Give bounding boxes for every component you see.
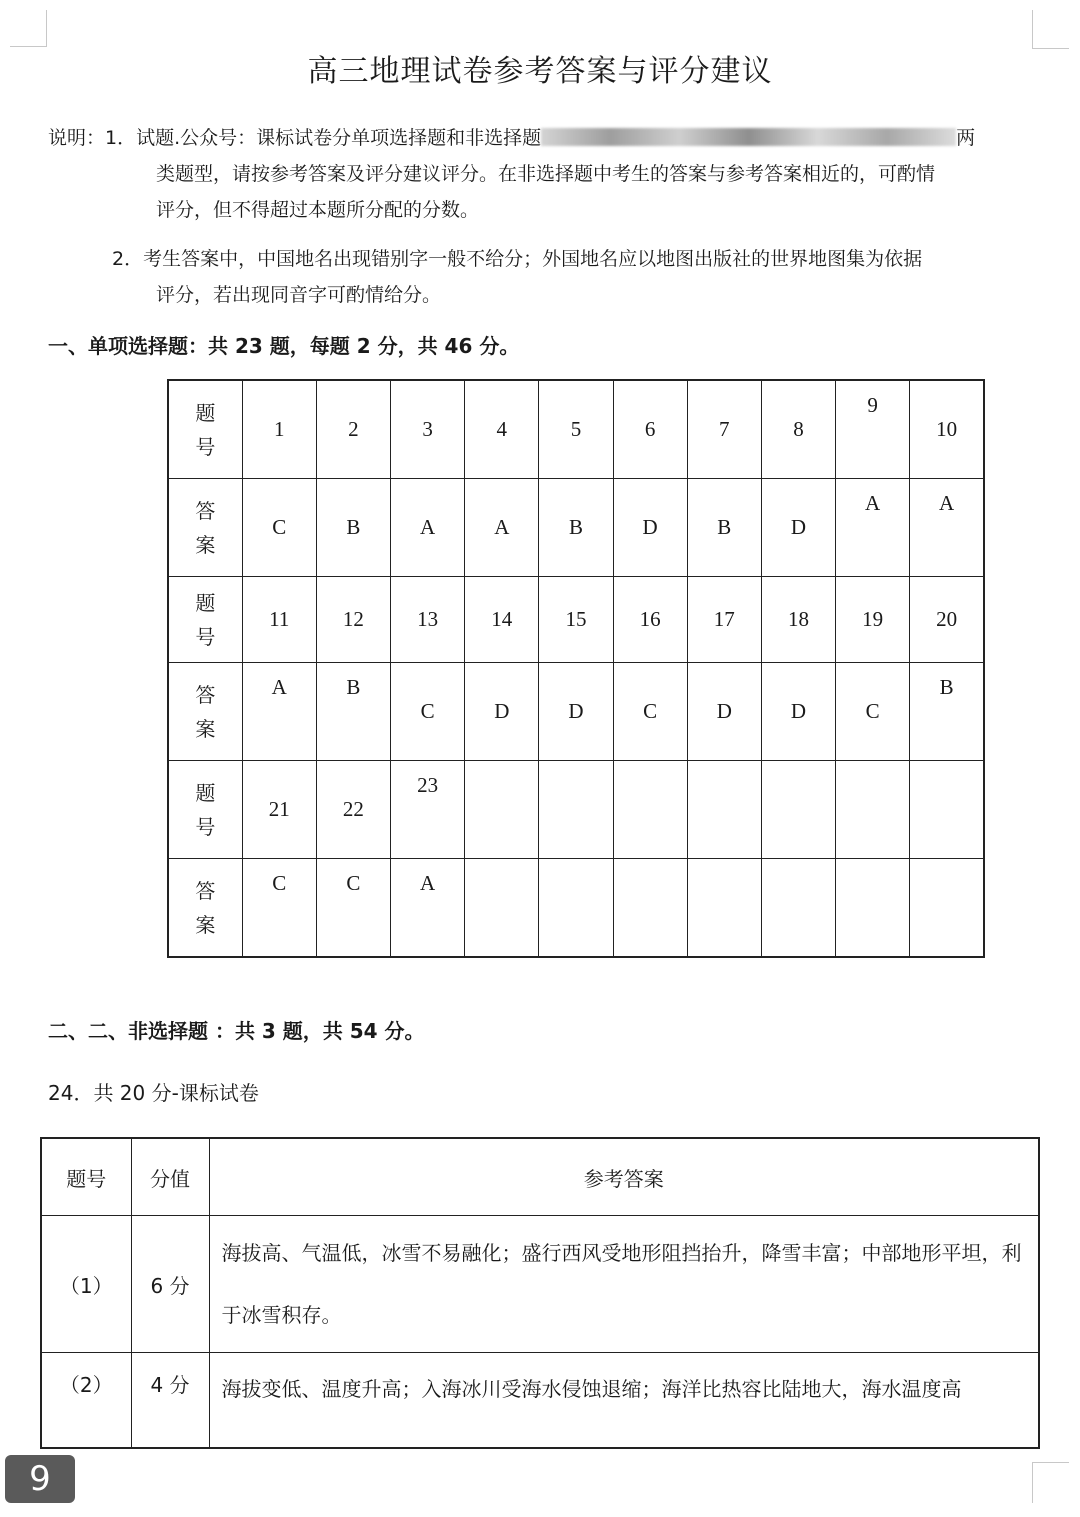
row-answer: 海拔高、气温低，冰雪不易融化；盛行西风受地形阻挡抬升，降雪丰富；中部地形平坦，利于冰雪积存。	[209, 1216, 1039, 1353]
instruction-1-text: 说明：1．试题.公众号：课标试卷分单项选择题和非选择题	[48, 127, 542, 149]
question-number-cell: 20	[910, 577, 984, 663]
answer-label	[168, 479, 242, 577]
crop-mark-top-right	[1032, 10, 1069, 49]
question-number-cell: 5	[539, 380, 613, 479]
label-glyph: 号	[195, 624, 216, 649]
answer-cell: D	[539, 663, 613, 761]
question-number-cell: 15	[539, 577, 613, 663]
answer-cell: B	[539, 479, 613, 577]
label-char	[169, 678, 242, 746]
question-number-cell: 22	[316, 761, 390, 859]
free-response-answer-table	[40, 1137, 1040, 1449]
answer-cell: A	[242, 663, 316, 761]
label-glyph: 答	[195, 878, 216, 903]
label-char	[169, 776, 242, 844]
answer-cell: C	[242, 479, 316, 577]
answer-row	[168, 663, 984, 761]
instruction-1-line-3: 评分，但不得超过本题所分配的分数。	[156, 199, 480, 221]
answer-cell: B	[316, 479, 390, 577]
label-glyph: 案	[195, 912, 216, 937]
label-glyph: 题	[195, 590, 216, 615]
question-number-label	[168, 761, 242, 859]
answer-cell: C	[316, 859, 390, 958]
row-number: （2）	[41, 1353, 131, 1449]
answer-label	[168, 859, 242, 958]
question-number-cell: 19	[836, 577, 910, 663]
answer-cell	[687, 859, 761, 958]
question-number-cell: 2	[316, 380, 390, 479]
question-number-cell: 14	[465, 577, 539, 663]
label-glyph: 答	[195, 682, 216, 707]
answer-cell: D	[761, 479, 835, 577]
label-char	[169, 396, 242, 464]
answer-cell: C	[242, 859, 316, 958]
header-score: 分值	[131, 1138, 209, 1216]
row-score: 6 分	[131, 1216, 209, 1353]
answer-row	[168, 479, 984, 577]
instruction-2	[112, 241, 1042, 313]
answer-cell: B	[910, 663, 984, 761]
label-glyph: 案	[195, 716, 216, 741]
crop-mark-top-left	[10, 10, 47, 47]
label-glyph: 案	[195, 532, 216, 557]
table-row	[41, 1353, 1039, 1449]
question-number-row	[168, 380, 984, 479]
instruction-1	[48, 120, 1038, 228]
instruction-2-line-2: 评分，若出现同音字可酌情给分。	[156, 284, 442, 306]
answer-label	[168, 663, 242, 761]
question-number-cell: 21	[242, 761, 316, 859]
question-number-row	[168, 577, 984, 663]
answer-cell: C	[613, 663, 687, 761]
question-number-cell	[465, 761, 539, 859]
question-number-cell: 3	[391, 380, 465, 479]
answer-cell: D	[761, 663, 835, 761]
question-number-cell: 11	[242, 577, 316, 663]
label-glyph: 题	[195, 780, 216, 805]
answer-cell	[836, 859, 910, 958]
question-number-cell	[687, 761, 761, 859]
question-number-cell	[539, 761, 613, 859]
answer-cell: D	[613, 479, 687, 577]
question-number-cell: 13	[391, 577, 465, 663]
section-1-heading: 一、单项选择题：共 23 题，每题 2 分，共 46 分。	[48, 334, 520, 358]
answer-row	[168, 859, 984, 958]
question-number-cell	[910, 761, 984, 859]
question-number-label	[168, 577, 242, 663]
table-header-row	[41, 1138, 1039, 1216]
question-number-row	[168, 761, 984, 859]
question-number-cell: 12	[316, 577, 390, 663]
label-char	[169, 494, 242, 562]
question-number-cell: 1	[242, 380, 316, 479]
answer-cell	[910, 859, 984, 958]
answer-cell: C	[836, 663, 910, 761]
question-number-cell	[613, 761, 687, 859]
answer-cell: D	[687, 663, 761, 761]
page-title: 高三地理试卷参考答案与评分建议	[307, 54, 773, 89]
answer-cell: A	[465, 479, 539, 577]
question-24-heading: 24．共 20 分-课标试卷	[48, 1081, 259, 1105]
answer-cell: B	[316, 663, 390, 761]
answer-cell	[613, 859, 687, 958]
question-number-cell: 4	[465, 380, 539, 479]
question-number-cell: 10	[910, 380, 984, 479]
header-number: 题号	[41, 1138, 131, 1216]
redacted-text-block	[541, 128, 956, 146]
row-score: 4 分	[131, 1353, 209, 1449]
answer-cell: B	[687, 479, 761, 577]
label-glyph: 号	[195, 434, 216, 459]
multiple-choice-answer-table	[167, 379, 985, 958]
question-number-cell: 17	[687, 577, 761, 663]
section-2-heading: 二、二、非选择题 ：共 3 题，共 54 分。	[48, 1019, 425, 1043]
question-number-cell: 8	[761, 380, 835, 479]
label-glyph: 答	[195, 498, 216, 523]
answer-cell	[761, 859, 835, 958]
question-number-cell: 16	[613, 577, 687, 663]
row-number: （1）	[41, 1216, 131, 1353]
answer-cell: C	[391, 663, 465, 761]
answer-cell: D	[465, 663, 539, 761]
question-number-cell: 7	[687, 380, 761, 479]
answer-cell: A	[391, 479, 465, 577]
instruction-1-tail: 两	[956, 127, 976, 149]
header-answer: 参考答案	[209, 1138, 1039, 1216]
crop-mark-bottom-right	[1032, 1462, 1069, 1503]
page-number-badge: 9	[5, 1455, 75, 1503]
question-number-cell	[836, 761, 910, 859]
question-number-cell: 23	[391, 761, 465, 859]
question-number-label	[168, 380, 242, 479]
answer-cell	[539, 859, 613, 958]
instruction-1-line-2: 类题型，请按参考答案及评分建议评分。在非选择题中考生的答案与参考答案相近的，可酌情	[156, 163, 936, 185]
answer-cell: A	[836, 479, 910, 577]
table-row	[41, 1216, 1039, 1353]
label-glyph: 号	[195, 814, 216, 839]
label-char	[169, 586, 242, 654]
answer-cell: A	[391, 859, 465, 958]
answer-cell	[465, 859, 539, 958]
instruction-2-line-1: 2．考生答案中，中国地名出现错别字一般不给分；外国地名应以地图出版社的世界地图集为依据	[112, 248, 923, 270]
label-char	[169, 874, 242, 942]
question-number-cell	[761, 761, 835, 859]
answer-cell: A	[910, 479, 984, 577]
question-number-cell: 18	[761, 577, 835, 663]
label-glyph: 题	[195, 400, 216, 425]
question-number-cell: 6	[613, 380, 687, 479]
row-answer: 海拔变低、温度升高；入海冰川受海水侵蚀退缩；海洋比热容比陆地大，海水温度高	[209, 1353, 1039, 1449]
question-number-cell: 9	[836, 380, 910, 479]
